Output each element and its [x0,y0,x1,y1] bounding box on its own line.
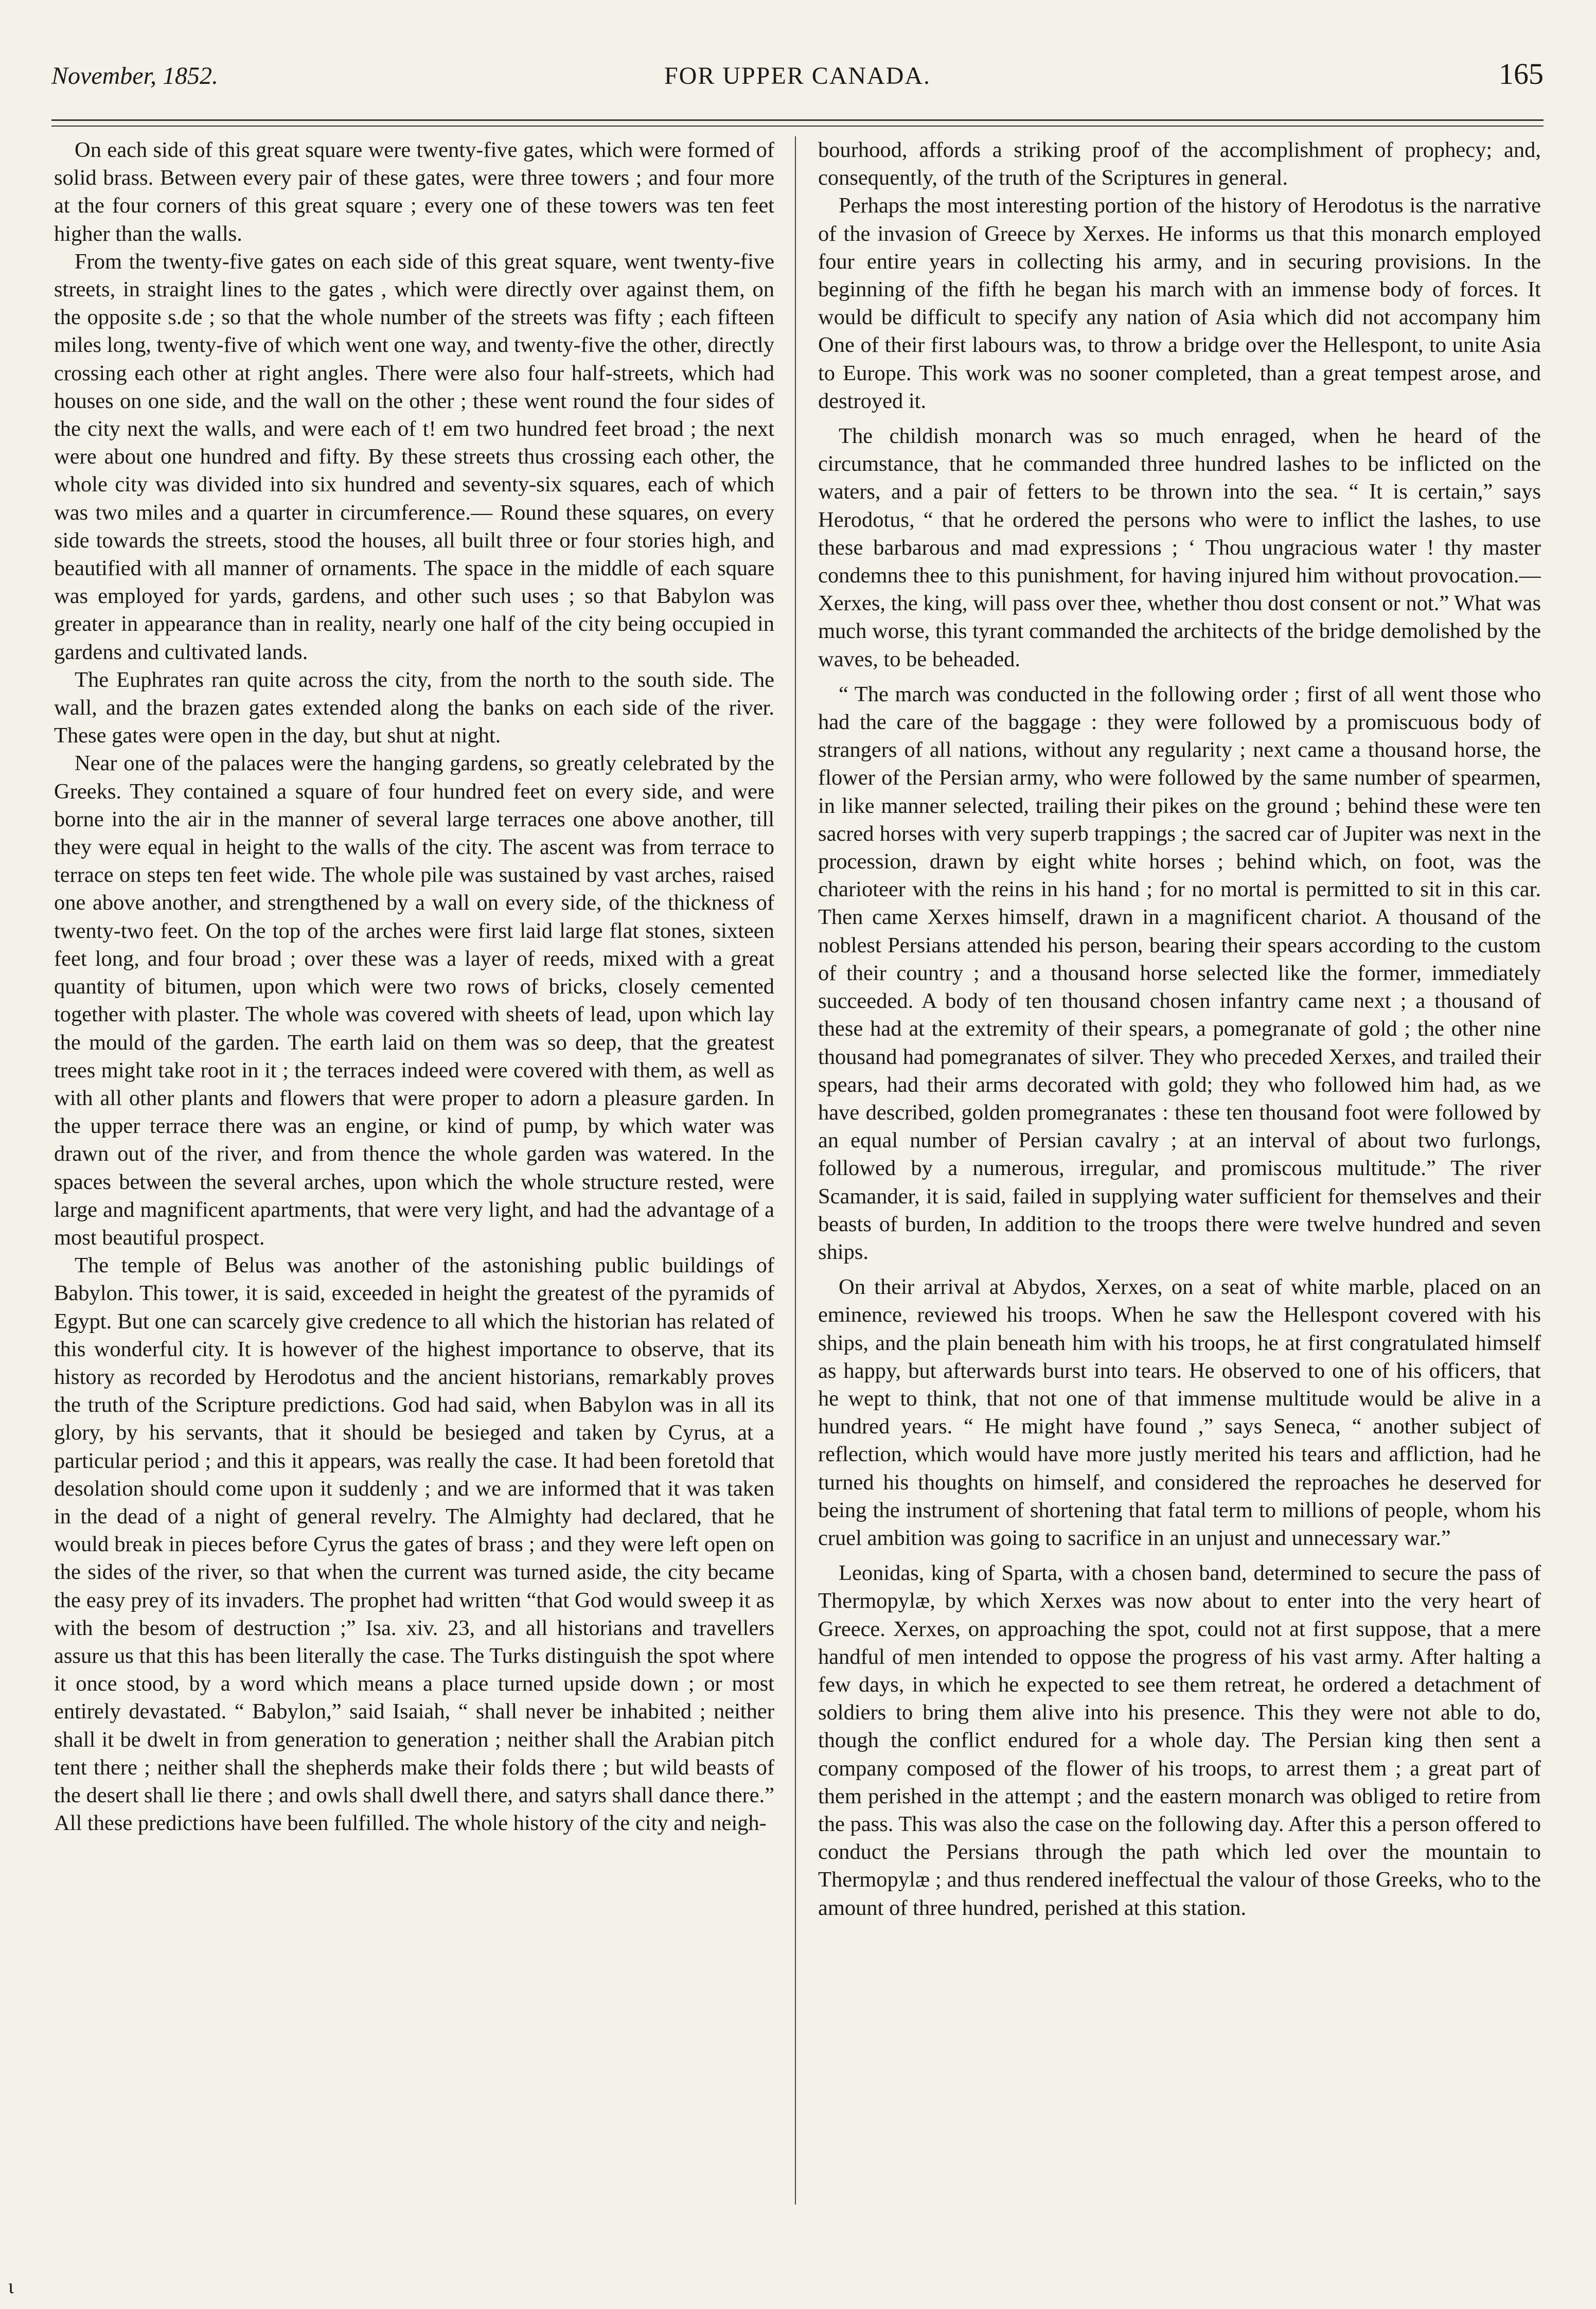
header-rule-top [51,119,1544,121]
paragraph: From the twenty-five gates on each side of this great square, went twenty-five streets, in straight lines to the gates , which were directly over against them, on the opposite s.de ; so that the whole number of the streets was fifty ; each fifteen miles long, twenty-five of which went one way, and twenty-five the other, directly crossing each other at right angles. There were also four half-streets, which had houses on one side, and the wall on the other ; these went round the four sides of the city next the walls, and were each of t! em two hundred feet broad ; the next were about one hundred and fifty. By these streets thus crossing each other, the whole city was divided into six hundred and seventy-six squares, each of which was two miles and a quarter in circumference.— Round these squares, on every side towards the streets, stood the houses, all built three or four stories high, and beautified with all manner of ornaments. The space in the middle of each square was employed for yards, gardens, and other such uses ; so that Babylon was greater in appearance than in reality, nearly one half of the city being occupied in gardens and cultivated lands. [54,249,774,664]
running-title: FOR UPPER CANADA. [664,62,931,90]
paragraph: Leonidas, king of Sparta, with a chosen band, determined to secure the pass of Thermopylæ, by which Xerxes was now about to enter into the very heart of Greece. Xerxes, on approaching the spot, could not at first suppose, that a mere handful of men intended to oppose the progress of his vast army. After halting a few days, in which he expected to see them retreat, he ordered a detachment of soldiers to bring them alive into his presence. This they were not able to do, though the conflict endured for a whole day. The Persian king then sent a company composed of the flower of his troops, to arrest them ; a great part of them perished in the attempt ; and the eastern monarch was obliged to retire from the pass. This was also the case on the following day. After this a person offered to conduct the Persians through the path which led over the mountain to Thermopylæ ; and thus rendered ineffectual the valour of those Greeks, who to the amount of three hundred, perished at this station. [818,1561,1541,1920]
column-divider [795,136,796,2205]
left-column [54,136,774,2210]
paragraph: The childish monarch was so much enraged, when he heard of the circumstance, that he commanded three hundred lashes to be inflicted on the waters, and a pair of fetters to be thrown into the sea. “ It is certain,” says Herodotus, “ that he ordered the persons who were to inflict the lashes, to use these barbarous and mad expressions ; ‘ Thou ungracious water ! thy master condemns thee to this punishment, for having injured him without provocation.— Xerxes, the king, will pass over thee, whether thou dost consent or not.” What was much worse, this tyrant commanded the architects of the bridge demolished by the waves, to be beheaded. [818,424,1541,671]
page-number: 165 [1499,57,1544,91]
page-header [51,57,1544,103]
header-rule-bottom [51,126,1544,127]
paragraph: Perhaps the most interesting portion of the history of Herodotus is the narrative of the invasion of Greece by Xerxes. He informs us that this monarch employed four entire years in collecting his army, and in securing provisions. In the beginning of the fifth he began his march with an immense body of forces. It would be difficult to specify any nation of Asia which did not accompany him One of their first labours was, to throw a bridge over the Hellespont, to unite Asia to Europe. This work was no sooner completed, than a great tempest arose, and destroyed it. [818,193,1541,413]
paragraph: Near one of the palaces were the hanging gardens, so greatly celebrated by the Greeks. They contained a square of four hundred feet on every side, and were borne into the air in the manner of several large terraces one above another, till they were equal in height to the walls of the city. The ascent was from terrace to terrace on steps ten feet wide. The whole pile was sustained by vast arches, raised one above another, and strengthened by a wall on every side, of the thickness of twenty-two feet. On the top of the arches were first laid large flat stones, sixteen feet long, and four broad ; over these was a layer of reeds, mixed with a great quantity of bitumen, upon which were two rows of bricks, closely cemented together with plaster. The whole was covered with sheets of lead, upon which lay the mould of the garden. The earth laid on them was so deep, that the greatest trees might take root in it ; the terraces indeed were covered with them, as well as with all other plants and flowers that were proper to adorn a pleasure garden. In the upper terrace there was an engine, or kind of pump, by which water was drawn out of the river, and from thence the whole garden was watered. In the spaces between the several arches, upon which the whole structure rested, were large and magnificent apartments, that were very light, and had the advantage of a most beautiful prospect. [54,751,774,1250]
right-column [818,136,1541,2210]
paragraph: “ The march was conducted in the following order ; first of all went those who had the care of the baggage : they were followed by a promiscuous body of strangers of all nations, without any regularity ; next came a thousand horse, the flower of the Persian army, who were followed by the same number of spearmen, in like manner selected, trailing their pikes on the ground ; behind these were ten sacred horses with very superb trappings ; the sacred car of Jupiter was next in the procession, drawn by eight white horses ; behind which, on foot, was the charioteer with the reins in his hand ; for no mortal is permitted to sit in this car. Then came Xerxes himself, drawn in a magnificent chariot. A thousand of the noblest Persians attended his person, bearing their spears according to the custom of their country ; and a thousand horse selected like the former, immediately succeeded. A body of ten thousand chosen infantry came next ; a thousand of these had at the extremity of their spears, a pomegranate of gold ; the other nine thousand had pomegranates of silver. They who preceded Xerxes, and trailed their spears, had their arms decorated with gold; they who followed him had, as we have described, golden promegranates : these ten thousand foot were followed by an equal number of Persian cavalry ; at an interval of about two furlongs, followed by a numerous, irregular, and promiscous multitude.” The river Scamander, it is said, failed in supplying water sufficient for themselves and their beasts of burden, In addition to the troops there were twelve hundred and seven ships. [818,682,1541,1264]
issue-date: November, 1852. [51,62,218,90]
paragraph: On their arrival at Abydos, Xerxes, on a seat of white marble, placed on an eminence, reviewed his troops. When he saw the Hellespont covered with his ships, and the plain beneath him with his troops, he at first congratulated himself as happy, but afterwards burst into tears. He observed to one of his officers, that he wept to think, that not one of that immense multitude would be alive in a hundred years. “ He might have found ,” says Seneca, “ another subject of reflection, which would have more justly merited his tears and affliction, had he turned his thoughts on himself, and considered the reproaches he deserved for being the instrument of shortening that fatal term to millions of people, whom his cruel ambition was going to sacrifice in an unjust and unnecessary war.” [818,1275,1541,1550]
paragraph: On each side of this great square were twenty-five gates, which were formed of solid brass. Between every pair of these gates, were three towers ; and four more at the four corners of this great square ; every one of these towers was ten feet higher than the walls. [54,138,774,246]
paragraph: The temple of Belus was another of the astonishing public buildings of Babylon. This tower, it is said, exceeded in height the greatest of the pyramids of Egypt. But one can scarcely give credence to all which the historian has related of this wonderful city. It is however of the highest importance to observe, that its history as recorded by Herodotus and the ancient historians, remarkably proves the truth of the Scripture predictions. God had said, when Babylon was in all its glory, by his servants, that it should be besieged and taken by Cyrus, at a particular period ; and this it appears, was really the case. It had been foretold that desolation should come upon it suddenly ; and we are informed that it was taken in the dead of a night of general revelry. The Almighty had declared, that he would break in pieces before Cyrus the gates of brass ; and they were left open on the sides of the river, so that when the current was turned aside, the city became the easy prey of its invaders. The prophet had written “that God would sweep it as with the besom of destruction ;” Isa. xiv. 23, and all historians and travellers assure us that this has been literally the case. The Turks distinguish the spot where it once stood, by a word which means a place turned upside down ; or most entirely devastated. “ Babylon,” said Isaiah, “ shall never be inhabited ; neither shall it be dwelt in from generation to generation ; neither shall the Arabian pitch tent there ; neither shall the shepherds make their folds there ; but wild beasts of the desert shall lie there ; and owls shall dwell there, and satyrs shall dance there.” All these predictions have been fulfilled. The whole history of the city and neigh- [54,1253,774,1836]
paragraph: The Euphrates ran quite across the city, from the north to the south side. The wall, and the brazen gates extended along the banks on each side of the river. These gates were open in the day, but shut at night. [54,667,774,748]
paragraph: bourhood, affords a striking proof of the accomplishment of prophecy; and, consequently, of the truth of the Scriptures in general. [818,138,1541,190]
page-margin-mark: ɩ [8,2275,14,2298]
